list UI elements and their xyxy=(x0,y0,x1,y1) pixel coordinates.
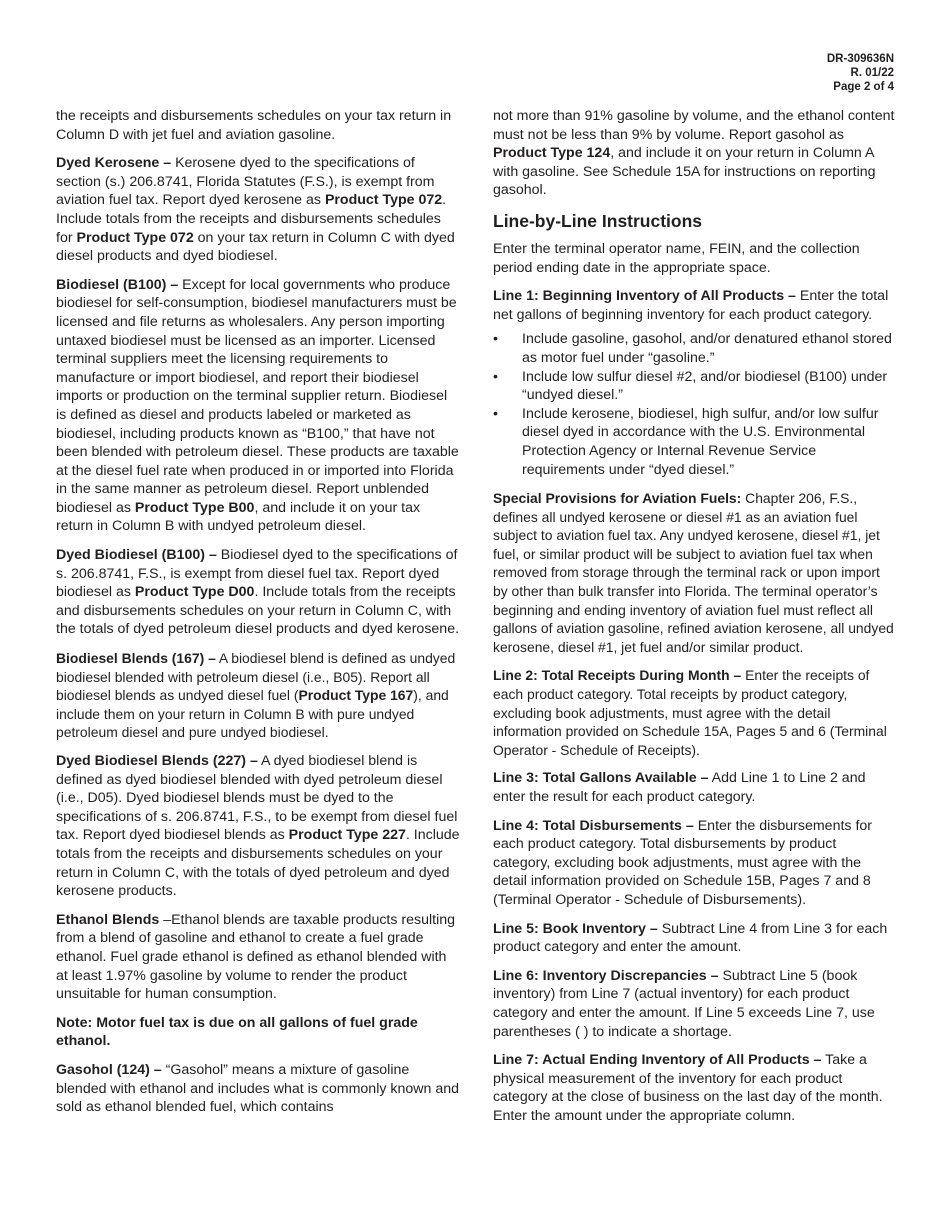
line-6-section: Line 6: Inventory Discrepancies – Subtract Line 5 (book inventory) from Line 7 (actual inventory) for each product category and enter the amount. If Line 5 exceeds Line 7, use parentheses ( ) to indicate a shortage. xyxy=(493,967,875,1040)
list-item: • Include kerosene, biodiesel, high sulfur, and/or low sulfur diesel dyed in accordance with the U.S. Environmental Protection Agency or Internal Revenue Service requirements under “dyed diesel.” xyxy=(493,405,897,479)
gasohol-section: Gasohol (124) – “Gasohol” means a mixture of gasoline blended with ethanol and includes what is commonly known and sold as ethanol blended fuel, which contains xyxy=(56,1061,460,1116)
list-item: • Include low sulfur diesel #2, and/or biodiesel (B100) under “undyed diesel.” xyxy=(493,368,897,405)
line-by-line-heading: Line-by-Line Instructions xyxy=(493,210,703,231)
section-title: Line 4: Total Disbursements – xyxy=(493,817,694,834)
section-title: Line 1: Beginning Inventory of All Products – xyxy=(493,288,796,305)
left-column xyxy=(56,107,460,1127)
page-number: Page 2 of 4 xyxy=(833,81,894,93)
motor-fuel-note: Note: Motor fuel tax is due on all gallons of fuel grade ethanol. xyxy=(56,1014,418,1050)
line-1-bullet-list xyxy=(493,330,897,479)
section-title: Biodiesel Blends (167) – xyxy=(56,650,216,667)
line-2-section: Line 2: Total Receipts During Month – Enter the receipts of each product category. Total receipts by product category, excluding book adjustments, must agree with the detail information provided on Schedule 15A, Pages 5 and 6 (Terminal Operator - Schedule of Receipts). xyxy=(493,667,887,758)
line-5-section: Line 5: Book Inventory – Subtract Line 4 from Line 3 for each product category and enter the amount. xyxy=(493,920,888,956)
line-7-section: Line 7: Actual Ending Inventory of All Products – Take a physical measurement of the inventory for each product category at the close of business on the last day of the month. Enter the amount under the appropriate column. xyxy=(493,1052,883,1124)
section-title: Dyed Biodiesel (B100) – xyxy=(56,547,217,564)
section-title: Line 3: Total Gallons Available – xyxy=(493,770,709,787)
form-header xyxy=(827,52,894,94)
dyed-biodiesel-blends-section: Dyed Biodiesel Blends (227) – A dyed biodiesel blend is defined as dyed biodiesel blended with dyed petroleum diesel (i.e., D05). Dyed biodiesel blends must be dyed to the specifications of s. 206.8741, F.S., to be exempt from diesel fuel tax. Report dyed biodiesel blends as Product Type 227. Include totals from the receipts and disbursements schedules on your return in Column C, with the totals of dyed petroleum and dyed kerosene products. xyxy=(56,753,460,900)
line-4-section: Line 4: Total Disbursements – Enter the disbursements for each product category. Total disbursements by product category, excluding book adjustments, must agree with the detail information provided on Schedule 15B, Pages 7 and 8 (Terminal Operator - Schedule of Disbursements). xyxy=(493,817,872,908)
form-number: DR-309636N xyxy=(826,53,894,65)
section-title: Line 7: Actual Ending Inventory of All Products – xyxy=(493,1052,822,1069)
section-title: Special Provisions for Aviation Fuels: xyxy=(493,490,742,507)
section-title: Biodiesel (B100) – xyxy=(56,276,179,293)
ethanol-blends-section: Ethanol Blends –Ethanol blends are taxable products resulting from a blend of gasoline and ethanol to create a fuel grade ethanol. Fuel grade ethanol is defined as ethanol blended with at least 1.97% gasoline by volume to render the product unsuitable for human consumption. xyxy=(56,911,456,1003)
section-title: Line 2: Total Receipts During Month – xyxy=(493,667,742,684)
intro-paragraph: Enter the terminal operator name, FEIN, and the collection period ending date in the appropriate space. xyxy=(493,240,860,276)
section-title: Line 6: Inventory Discrepancies – xyxy=(493,967,719,984)
dyed-biodiesel-section: Dyed Biodiesel (B100) – Biodiesel dyed to the specifications of s. 206.8741, F.S., is exempt from diesel fuel tax. Report dyed biodiesel as Product Type D00. Include totals from the receipts and disbursements schedules on your return in Column C, with the totals of dyed petroleum diesel products and dyed kerosene. xyxy=(56,547,460,638)
gasohol-continued: not more than 91% gasoline by volume, and the ethanol content must not be less than 9% by volume. Report gasohol as Product Type 124, and include it on your return in Column A with gasoline. See Schedule 15A for instructions on reporting gasohol. xyxy=(493,108,895,199)
list-item: • Include gasoline, gasohol, and/or denatured ethanol stored as motor fuel under “gasoline.” xyxy=(493,330,897,367)
section-title: Dyed Kerosene – xyxy=(56,155,172,172)
section-title: Line 5: Book Inventory – xyxy=(493,920,658,937)
section-title: Ethanol Blends xyxy=(56,911,160,928)
form-revision: R. 01/22 xyxy=(850,67,894,79)
biodiesel-section: Biodiesel (B100) – Except for local governments who produce biodiesel for self-consumption, biodiesel manufacturers must be licensed and file returns as wholesalers. Any person importing untaxed biodiesel must be licensed as an importer. Licensed terminal suppliers meet the licensing requirements to manufacture or import biodiesel, and report their biodiesel imports or production on the terminal supplier return. Biodiesel is defined as diesel and products labeled or marketed as biodiesel, including products known as “B100,” that have not been blended with petroleum diesel. These products are taxable at the diesel fuel rate when produced in or imported into Florida in the same manner as petroleum diesel. Report unblended biodiesel as Product Type B00, and include it on your tax return in Column B with undyed petroleum diesel. xyxy=(56,276,459,535)
continued-paragraph: the receipts and disbursements schedules on your tax return in Column D with jet fuel and aviation gasoline. xyxy=(56,108,452,143)
dyed-kerosene-section: Dyed Kerosene – Kerosene dyed to the specifications of section (s.) 206.8741, Florida Statutes (F.S.), is exempt from aviation fuel tax. Report dyed kerosene as Product Type 072. Include totals from the receipts and disbursements schedules for Product Type 072 on your tax return in Column C with dyed diesel products and dyed biodiesel. xyxy=(56,155,455,265)
biodiesel-blends-section: Biodiesel Blends (167) – A biodiesel blend is defined as undyed biodiesel blended with petroleum diesel (i.e., B05). Report all biodiesel blends as undyed diesel fuel (Product Type 167), and include them on your return in Column B with pure undyed petroleum diesel and pure undyed biodiesel. xyxy=(56,650,456,741)
section-title: Dyed Biodiesel Blends (227) – xyxy=(56,753,258,769)
aviation-fuels-section: Special Provisions for Aviation Fuels: Chapter 206, F.S., defines all undyed kerosene or diesel #1 as an aviation fuel subject to aviation fuel tax. Any undyed kerosene, diesel #1, jet fuel, or similar product will be subject to aviation fuel tax when removed from storage through the terminal rack or upon import by other than bulk transfer into Florida. The terminal operator’s beginning and ending inventory of aviation fuel must reflect all gallons of aviation gasoline, refined aviation kerosene, all undyed kerosene, diesel #1, jet fuel and/or similar product. xyxy=(493,490,894,655)
right-column xyxy=(493,107,897,1136)
section-title: Gasohol (124) – xyxy=(56,1061,162,1078)
line-1-section: Line 1: Beginning Inventory of All Products – Enter the total net gallons of beginning inventory for each product category. xyxy=(493,288,889,323)
line-3-section: Line 3: Total Gallons Available – Add Line 1 to Line 2 and enter the result for each product category. xyxy=(493,770,866,805)
